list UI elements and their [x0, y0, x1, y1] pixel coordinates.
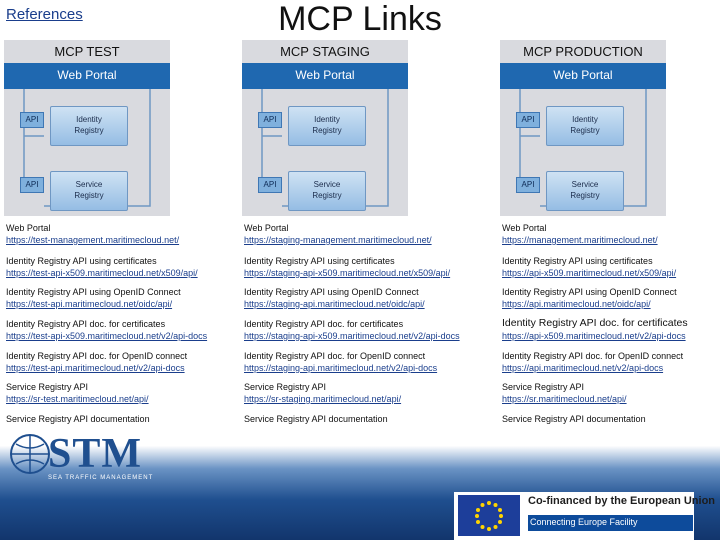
api-tag: API [516, 112, 540, 128]
api-tag: API [258, 177, 282, 193]
component-label-line2: Registry [570, 126, 600, 135]
link-label: Identity Registry API using certificates [502, 256, 653, 266]
link-url[interactable]: https://test-api-x509.maritimecloud.net/x509/api/ [6, 268, 198, 278]
link-url[interactable]: https://staging-management.maritimecloud.net/ [244, 235, 432, 245]
link-label: Identity Registry API doc. for OpenID connect [244, 351, 426, 361]
api-tag: API [516, 177, 540, 193]
link-label: Service Registry API documentation [6, 414, 150, 424]
link-label: Service Registry API documentation [502, 414, 646, 424]
link-label: Service Registry API [244, 382, 327, 392]
env-test-diagram [4, 40, 170, 216]
link-label: Identity Registry API using certificates [6, 256, 157, 266]
service-registry-box [546, 171, 624, 211]
link-label: Web Portal [502, 223, 547, 233]
component-label-line1: Identity [572, 115, 598, 124]
link-url[interactable]: https://api-x509.maritimecloud.net/v2/api-docs [502, 331, 686, 341]
link-label: Service Registry API [6, 382, 89, 392]
link-label: Identity Registry API doc. for certificates [502, 317, 688, 329]
identity-registry-box [288, 106, 366, 146]
api-tag: API [258, 112, 282, 128]
web-portal-label: Web Portal [553, 68, 613, 82]
link-url[interactable]: https://sr.maritimecloud.net/api/ [502, 394, 627, 404]
service-registry-box [50, 171, 128, 211]
api-tag: API [20, 177, 44, 193]
identity-registry-box [546, 106, 624, 146]
link-url[interactable]: https://test-api-x509.maritimecloud.net/v2/api-docs [6, 331, 208, 341]
api-tag: API [20, 112, 44, 128]
component-label-line2: Registry [570, 191, 600, 200]
link-label: Identity Registry API using certificates [244, 256, 395, 266]
service-registry-box [288, 171, 366, 211]
env-production-diagram [500, 40, 666, 216]
link-label: Identity Registry API using OpenID Connect [502, 287, 677, 297]
web-portal-label: Web Portal [295, 68, 355, 82]
eu-flag-icon [458, 495, 520, 536]
link-url[interactable]: https://staging-api-x509.maritimecloud.net/v2/api-docs [244, 331, 460, 341]
link-url[interactable]: https://api.maritimecloud.net/oidc/api/ [502, 299, 651, 309]
cef-text: Connecting Europe Facility [530, 517, 638, 527]
link-label: Service Registry API [502, 382, 585, 392]
eu-stars-icon [458, 495, 520, 536]
component-label-line1: Service [75, 180, 103, 189]
link-label: Web Portal [6, 223, 51, 233]
link-url[interactable]: https://staging-api-x509.maritimecloud.net/x509/api/ [244, 268, 451, 278]
stm-subtitle: SEA TRAFFIC MANAGEMENT [48, 475, 154, 481]
env-name: MCP PRODUCTION [523, 44, 643, 59]
link-url[interactable]: https://staging-api.maritimecloud.net/v2/api-docs [244, 363, 438, 373]
component-label-line2: Registry [312, 126, 342, 135]
link-url[interactable]: https://management.maritimecloud.net/ [502, 235, 658, 245]
component-label-line1: Service [571, 180, 599, 189]
link-url[interactable]: https://test-management.maritimecloud.net/ [6, 235, 180, 245]
link-url[interactable]: https://sr-staging.maritimecloud.net/api/ [244, 394, 402, 404]
component-label-line2: Registry [312, 191, 342, 200]
link-url[interactable]: https://staging-api.maritimecloud.net/oidc/api/ [244, 299, 425, 309]
stm-logo: STM [48, 431, 143, 477]
identity-registry-box [50, 106, 128, 146]
env-staging-diagram [242, 40, 408, 216]
env-name: MCP STAGING [280, 44, 370, 59]
page-title: MCP Links [278, 0, 442, 38]
references-link[interactable]: References [6, 6, 83, 23]
link-label: Identity Registry API doc. for OpenID connect [6, 351, 188, 361]
link-url[interactable]: https://api-x509.maritimecloud.net/x509/api/ [502, 268, 677, 278]
link-label: Identity Registry API doc. for certificates [6, 319, 166, 329]
link-url[interactable]: https://test-api.maritimecloud.net/v2/api-docs [6, 363, 185, 373]
component-label-line1: Service [313, 180, 341, 189]
stm-globe-icon [8, 432, 52, 476]
link-label: Identity Registry API doc. for OpenID connect [502, 351, 684, 361]
link-label: Service Registry API documentation [244, 414, 388, 424]
link-url[interactable]: https://sr-test.maritimecloud.net/api/ [6, 394, 149, 404]
link-label: Identity Registry API doc. for certificates [244, 319, 404, 329]
link-label: Identity Registry API using OpenID Connect [244, 287, 419, 297]
link-url[interactable]: https://api.maritimecloud.net/v2/api-docs [502, 363, 664, 373]
env-name: MCP TEST [54, 44, 120, 59]
link-url[interactable]: https://test-api.maritimecloud.net/oidc/api/ [6, 299, 173, 309]
component-label-line1: Identity [314, 115, 340, 124]
web-portal-label: Web Portal [57, 68, 117, 82]
component-label-line2: Registry [74, 191, 104, 200]
component-label-line2: Registry [74, 126, 104, 135]
link-label: Identity Registry API using OpenID Connect [6, 287, 181, 297]
link-label: Web Portal [244, 223, 289, 233]
component-label-line1: Identity [76, 115, 102, 124]
eu-cofinanced-text: Co-financed by the European Union [528, 495, 716, 507]
